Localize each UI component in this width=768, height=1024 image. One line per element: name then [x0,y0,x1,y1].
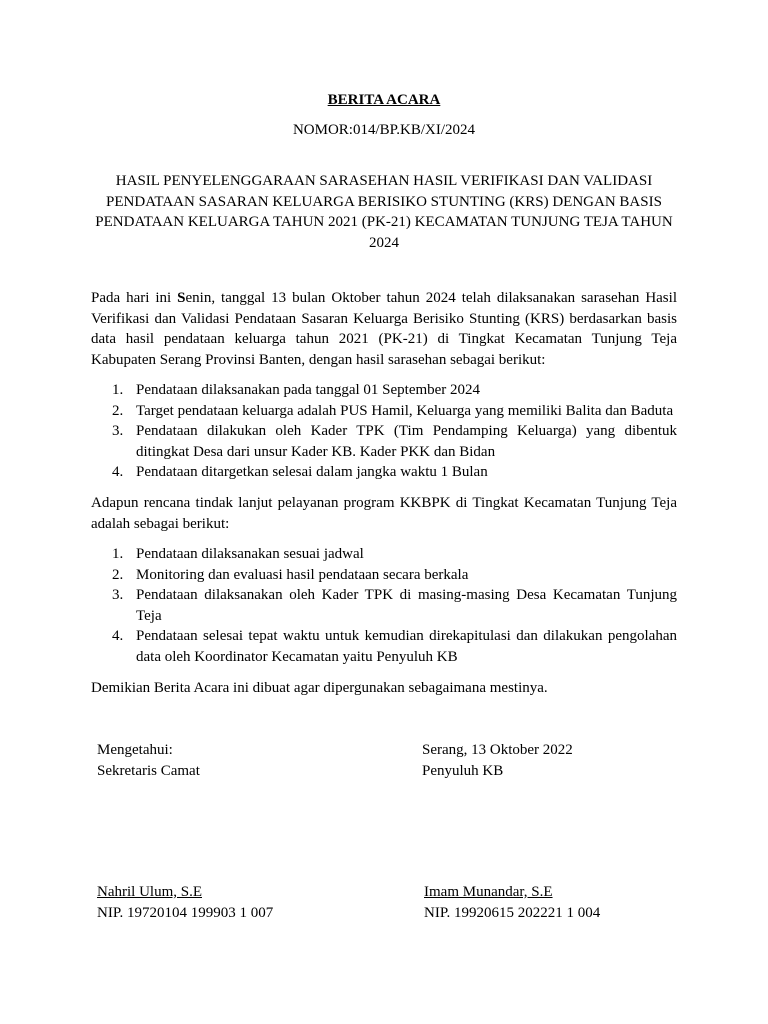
list-item [91,421,677,462]
signature-right-nip: NIP. 19920615 202221 1 004 [424,904,601,921]
signature-right-role: Penyuluh KB [422,762,504,779]
results-list [91,380,677,483]
list-item [91,462,677,483]
intro-prefix: Pada hari ini [91,290,178,306]
intro-paragraph [91,288,677,370]
list-item [91,380,677,401]
signature-left-role: Sekretaris Camat [97,762,200,779]
signature-right-name: Imam Munandar, S.E [424,884,553,900]
list-item-number: 2. [112,566,124,583]
list-item-number: 1. [112,546,124,562]
signature-left-header [97,740,200,781]
list-item-number: 4. [112,628,124,644]
signature-right-date: Serang, 13 Oktober 2022 [422,742,573,758]
list-item-text: Target pendataan keluarga adalah PUS Hamil, Keluarga yang memiliki Balita dan Baduta [136,402,674,419]
intro-day-rest: enin, [185,290,216,306]
list-item-text: Pendataan ditargetkan selesai dalam jangka waktu 1 Bulan [136,464,488,480]
list-item [91,544,677,565]
list-item-text: Pendataan selesai tepat waktu untuk kemudian direkapitulasi dan dilakukan pengolahan data oleh Koordinator Kecamatan yaitu Penyuluh KB [136,628,677,665]
list-item-number: 1. [112,382,124,398]
list-item [91,585,677,626]
closing-paragraph: Demikian Berita Acara ini dibuat agar dipergunakan sebagaimana mestinya. [91,680,548,696]
signature-left-name: Nahril Ulum, S.E [97,884,202,900]
list-item-number: 4. [112,464,124,480]
signature-right-block [424,882,600,923]
list-item [91,626,677,667]
followup-list [91,544,677,667]
list-item [91,565,677,586]
list-item-number: 2. [112,402,124,419]
list-item-number: 3. [112,587,124,603]
signature-right-header [422,740,573,781]
document-title: BERITA ACARA [327,92,441,108]
list-item-text: Pendataan dilaksanakan oleh Kader TPK di masing-masing Desa Kecamatan Tunjung Teja [136,587,677,624]
document-heading: HASIL PENYELENGGARAAN SARASEHAN HASIL VERIFIKASI DAN VALIDASI PENDATAAN SASARAN KELUARGA BERISIKO STUNTING (KRS) DENGAN BASIS PENDATAAN KELUARGA TAHUN 2021 (PK-21) KECAMATAN TUNJUNG TEJA TAHUN 2024 [95,173,673,251]
followup-intro-paragraph: Adapun rencana tindak lanjut pelayanan program KKBPK di Tingkat Kecamatan Tunjung Teja adalah sebagai berikut: [91,495,677,532]
list-item-text: Monitoring dan evaluasi hasil pendataan secara berkala [136,566,469,583]
intro-day-initial: S [177,290,186,306]
document-number: NOMOR:014/BP.KB/XI/2024 [292,122,476,138]
list-item-text: Pendataan dilakukan oleh Kader TPK (Tim Pendamping Keluarga) yang dibentuk ditingkat Desa dari unsur Kader KB. Kader PKK dan Bidan [136,423,677,460]
signature-left-block [97,882,273,923]
intro-suffix: tanggal 13 bulan Oktober tahun 2024 telah dilaksanakan sarasehan Hasil Verifikasi dan Validasi Pendataan Sasaran Keluarga Berisiko Stunting (KRS) berdasarkan basis data hasil pendataan keluarga tahun 2021 (PK-21) di Tingkat Kecamatan Tunjung Teja Kabupaten Serang Provinsi Banten, dengan hasil sarasehan sebagai berikut: [91,290,677,368]
signature-left-nip: NIP. 19720104 199903 1 007 [97,904,274,921]
list-item-number: 3. [112,423,124,439]
list-item [91,401,677,422]
list-item-text: Pendataan dilaksanakan pada tanggal 01 September 2024 [136,382,481,398]
signature-left-line1: Mengetahui: [97,742,173,758]
list-item-text: Pendataan dilaksanakan sesuai jadwal [136,546,364,562]
